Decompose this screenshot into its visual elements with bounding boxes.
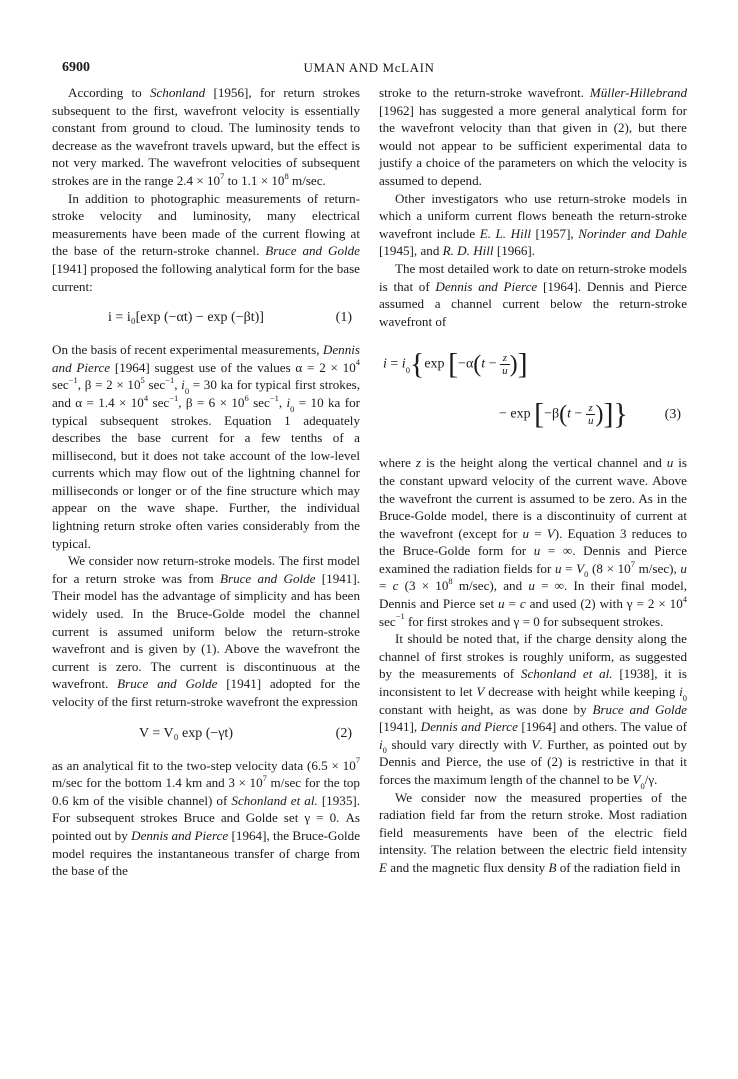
- paragraph: stroke to the return-stroke wavefront. Müller-Hillebrand [1962] has suggested a more general analytical form for the wavefront velocity than that given in (2), but there would not appear to be sufficient experimental data to justify a choice of the parameters on which the velocity is assumed to depend.: [379, 85, 687, 188]
- paragraph: We consider now the measured properties of the radiation field far from the return stroke. Most radiation field measurements have been of the electric field intensity. The relation between the electric field intensity E and the magnetic flux density B of the radiation field in: [379, 789, 687, 875]
- equation-3-line-1: $i = i_0\{\exp$ [−α(t − $\frac{z}{u}$ )]: [383, 347, 528, 381]
- equation-2-number: (2): [335, 725, 352, 741]
- paragraph: We consider now return-stroke models. The first model for a return stroke was from Bruce and Golde [1941]. Their model has the advantage of simplicity and has been widely used. In the Bruce-Golde model the channel current is assumed uniform below the return-stroke wavefront and is given by (1). Above the wavefront the current is zero. The current is discontinuous at the wavefront. Bruce and Golde [1941] adopted for the velocity of the first return-stroke wavefront the expression: [52, 553, 361, 709]
- paragraph: Other investigators who use return-stroke models in which a uniform current flows beneath the return-stroke wavefront include E. L. Hill [1957], Norinder and Dahle [1945], and R. D. Hill [1966].: [379, 190, 687, 259]
- right-column: [379, 84, 687, 877]
- equation-1-body: i = i₀[exp (−αt) − exp (−βt)]: [108, 310, 264, 326]
- paragraph: The most detailed work to date on return-stroke models is that of Dennis and Pierce [1964]. Dennis and Pierce assumed a channel current below the return-stroke wavefront of: [379, 260, 687, 329]
- paragraph: as an analytical fit to the two-step velocity data ($6.5 \times 10^7$ m/sec for the bottom 1.4 km and $3 \times 10^7$ m/sec for the top 0.6 km of the visible channel) of Schonland et al. [1935]. For subsequent strokes Bruce and Golde set γ = 0. As pointed out by Dennis and Pierce [1964], the Bruce-Golde model requires the instantaneous transfer of charge from the base of the: [52, 755, 361, 879]
- paragraph: In addition to photographic measurements of return-stroke velocity and luminosity, many electrical measurements have been made of the current flowing at the base of the return-stroke channel. Bruce and Golde [1941] proposed the following analytical form for the base current:: [52, 190, 360, 294]
- equation-2-body: V = V₀ exp (−γt): [138, 725, 233, 741]
- equation-1-number: (1): [335, 310, 352, 326]
- page-number: 6900: [62, 60, 90, 75]
- equation-3-line-2: − exp [−β(t − $\frac{z}{u}$ )]}: [499, 397, 628, 431]
- left-column: [52, 84, 360, 880]
- paragraph: On the basis of recent experimental measurements, Dennis and Pierce [1964] suggest use of the values $\alpha = 2 \times 10^4$ $\sec^{-1}$, $\beta = 2 \times 10^5$ $\sec^{-1}$, $i_0 = 30$ ka for typical first strokes, and $\alpha = 1.4 \times 10^4$ $\sec^{-1}$, $\beta = 6 \times 10^6$ $\sec^{-1}$, $i_0 = 10$ ka for typical subsequent strokes. Equation 1 adequately describes the base current for a few tenths of a millisecond, but it does not take account of the low-level currents which may flow out of the lightning channel for milliseconds or longer or of the fine structure which may appear on the wave shape. Further, the individual lightning return stroke often varies considerably from the typical.: [52, 342, 360, 551]
- equation-1: [52, 299, 360, 337]
- equation-3-number: (3): [664, 407, 681, 423]
- equation-3: [379, 342, 687, 442]
- paragraph: It should be noted that, if the charge density along the channel of first strokes is roughly uniform, as suggested by the measurements of Schonland et al. [1938], it is inconsistent to let V decrease with height while keeping $i_0$ constant with height, as was done by Bruce and Golde [1941], Dennis and Pierce [1964] and others. The value of $i_0$ should vary directly with V. Further, as pointed out by Dennis and Pierce, the use of (2) is restrictive in that it forces the maximum length of the channel to be $V_0/\gamma$.: [379, 631, 688, 791]
- paragraph: where z is the height along the vertical channel and u is the constant upward velocity of the current wave. Above the wavefront the current is assumed to be zero. As in the Bruce-Golde model, there is a discontinuity of current at the wavefront (except for u = V). Equation 3 reduces to the Bruce-Golde form for u = ∞. Dennis and Pierce examined the radiation fields for $u = V_0$ ($8 \times 10^7$ m/sec), u = c ($3 \times 10^8$ m/sec), and u = ∞. In their final model, Dennis and Pierce set u = c and used (2) with $\gamma = 2 \times 10^4$ $\sec^{-1}$ for first strokes and γ = 0 for subsequent strokes.: [379, 455, 688, 629]
- paragraph: According to Schonland [1956], for return strokes subsequent to the first, wavefront velocity is essentially constant from ground to cloud. The luminosity tends to decrease as the wavefront travels upward, but the effect is not very marked. The wavefront velocities of subsequent strokes are in the range $2.4 \times 10^7$ to $1.1 \times 10^8$ m/sec.: [52, 85, 360, 188]
- equation-2: [52, 715, 360, 753]
- running-header: UMAN AND McLAIN: [303, 60, 435, 75]
